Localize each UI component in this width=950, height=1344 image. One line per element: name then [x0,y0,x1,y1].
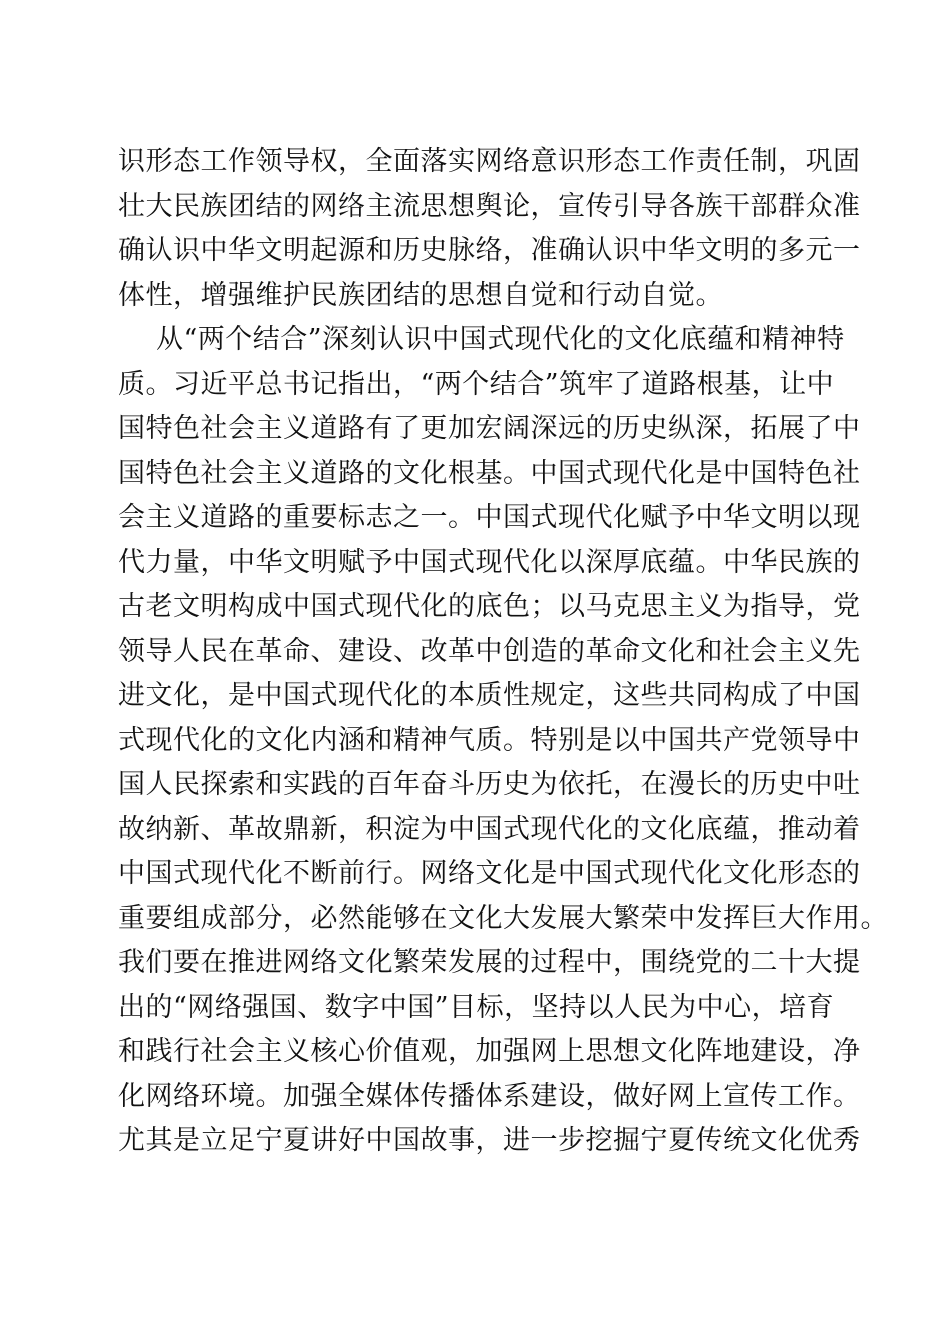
text-line: 进文化，是中国式现代化的本质性规定，这些共同构成了中国 [118,680,861,711]
text-line: 确认识中华文明起源和历史脉络，准确认识中华文明的多元一 [118,235,861,266]
text-line: 质。习近平总书记指出，“两个结合”筑牢了道路根基，让中 [118,368,835,400]
text-line: 代力量，中华文明赋予中国式现代化以深厚底蕴。中华民族的 [118,546,861,578]
text-line: 壮大民族团结的网络主流思想舆论，宣传引导各族干部群众准 [118,190,861,222]
text-line: 体性，增强维护民族团结的思想自觉和行动自觉。 [118,279,723,311]
text-line: 古老文明构成中国式现代化的底色；以马克思主义为指导，党 [118,591,861,622]
text-line: 会主义道路的重要标志之一。中国式现代化赋予中华文明以现 [118,502,861,533]
body-text [118,140,888,1164]
text-line: 国特色社会主义道路的文化根基。中国式现代化是中国特色社 [118,457,861,489]
text-line: 中国式现代化不断前行。网络文化是中国式现代化文化形态的 [118,858,861,889]
text-line: 出的“网络强国、数字中国”目标，坚持以人民为中心，培育 [118,991,835,1023]
text-line: 领导人民在革命、建设、改革中创造的革命文化和社会主义先 [118,635,861,667]
text-line: 化网络环境。加强全媒体传播体系建设，做好网上宣传工作。 [118,1080,861,1112]
text-line: 式现代化的文化内涵和精神气质。特别是以中国共产党领导中 [118,724,861,756]
text-line: 尤其是立足宁夏讲好中国故事，进一步挖掘宁夏传统文化优秀 [118,1125,861,1156]
text-line: 国特色社会主义道路有了更加宏阔深远的历史纵深，拓展了中 [118,413,861,444]
text-line: 故纳新、革故鼎新，积淀为中国式现代化的文化底蕴，推动着 [118,813,861,845]
text-line: 识形态工作领导权，全面落实网络意识形态工作责任制，巩固 [118,146,861,177]
text-line: 和践行社会主义核心价值观，加强网上思想文化阵地建设，净 [118,1036,861,1067]
paragraph-start-line: 从“两个结合”深刻认识中国式现代化的文化底蕴和精神特 [156,324,845,355]
text-line: 重要组成部分，必然能够在文化大发展大繁荣中发挥巨大作用。 [118,902,888,934]
text-line: 国人民探索和实践的百年奋斗历史为依托，在漫长的历史中吐 [118,769,861,800]
text-line: 我们要在推进网络文化繁荣发展的过程中，围绕党的二十大提 [118,947,861,978]
